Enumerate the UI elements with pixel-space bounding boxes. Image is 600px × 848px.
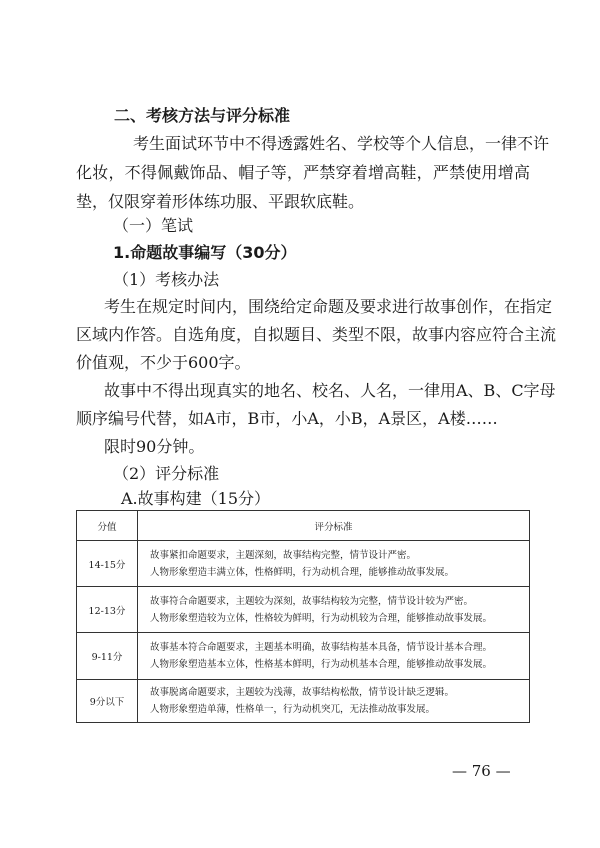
criteria-line: 人物形象塑造较为立体，性格较为鲜明，行为动机较为合理，能够推动故事发展。	[150, 612, 493, 624]
criteria-line: 故事基本符合命题要求，主题基本明确，故事结构基本具备，情节设计基本合理。	[150, 642, 493, 653]
grade-cell: 14-15分	[77, 541, 138, 587]
criteria-line: 故事紧扣命题要求，主题深刻，故事结构完整，情节设计严密。	[150, 549, 417, 561]
paragraph-line: 价值观，不少于600字。	[76, 353, 251, 372]
table-row	[77, 541, 530, 587]
paragraph-line: 限时90分钟。	[104, 437, 205, 456]
criteria-cell	[138, 680, 530, 723]
criteria-cell	[138, 541, 530, 587]
grade-cell: 12-13分	[77, 587, 138, 633]
grade-cell: 9-11分	[77, 633, 138, 680]
paragraph-line: 考生面试环节中不得透露姓名、学校等个人信息，一律不许	[133, 134, 550, 153]
criteria-cell	[138, 587, 530, 633]
paragraph-line: 区域内作答。自选角度，自拟题目、类型不限，故事内容应符合主流	[76, 325, 557, 344]
table-row	[77, 587, 530, 633]
paragraph-line: 考生在规定时间内，围绕给定命题及要求进行故事创作，在指定	[104, 297, 553, 316]
criteria-line: 人物形象塑造基本立体，性格基本鲜明，行为动机基本合理，能够推动故事发展。	[150, 659, 493, 670]
paragraph-line: 化妆，不得佩戴饰品、帽子等，严禁穿着增高鞋，严禁使用增高	[76, 163, 530, 182]
subsection-heading: （一）笔试	[113, 216, 194, 235]
scoring-table	[76, 510, 530, 723]
table-header-row	[77, 511, 530, 541]
section-heading: 二、考核方法与评分标准	[114, 106, 291, 125]
criteria-line: 故事脱离命题要求，主题较为浅薄，故事结构松散，情节设计缺乏逻辑。	[150, 687, 455, 698]
subsection-heading: A.故事构建（15分）	[121, 489, 271, 508]
paragraph-line: 垫，仅限穿着形体练功服、平跟软底鞋。	[76, 192, 365, 211]
item-heading: 1.命题故事编写（30分）	[113, 243, 297, 262]
criteria-line: 故事符合命题要求，主题较为深刻，故事结构较为完整，情节设计较为严密。	[150, 595, 474, 607]
page-number: — 76 —	[452, 762, 511, 780]
paragraph-line: 顺序编号代替，如A市，B市，小A，小B，A景区，A楼……	[76, 409, 498, 428]
header-grade: 分值	[77, 511, 138, 541]
table-row	[77, 680, 530, 723]
header-criteria: 评分标准	[138, 511, 530, 541]
criteria-line: 人物形象塑造单薄，性格单一，行为动机突兀，无法推动故事发展。	[150, 704, 436, 715]
criteria-line: 人物形象塑造丰满立体，性格鲜明，行为动机合理，能够推动故事发展。	[150, 566, 455, 578]
subsection-heading: （2）评分标准	[113, 464, 220, 483]
subsection-heading: （1）考核办法	[113, 270, 220, 289]
grade-cell: 9分以下	[77, 680, 138, 723]
table-row	[77, 633, 530, 680]
criteria-cell	[138, 633, 530, 680]
paragraph-line: 故事中不得出现真实的地名、校名、人名，一律用A、B、C字母	[104, 381, 556, 400]
